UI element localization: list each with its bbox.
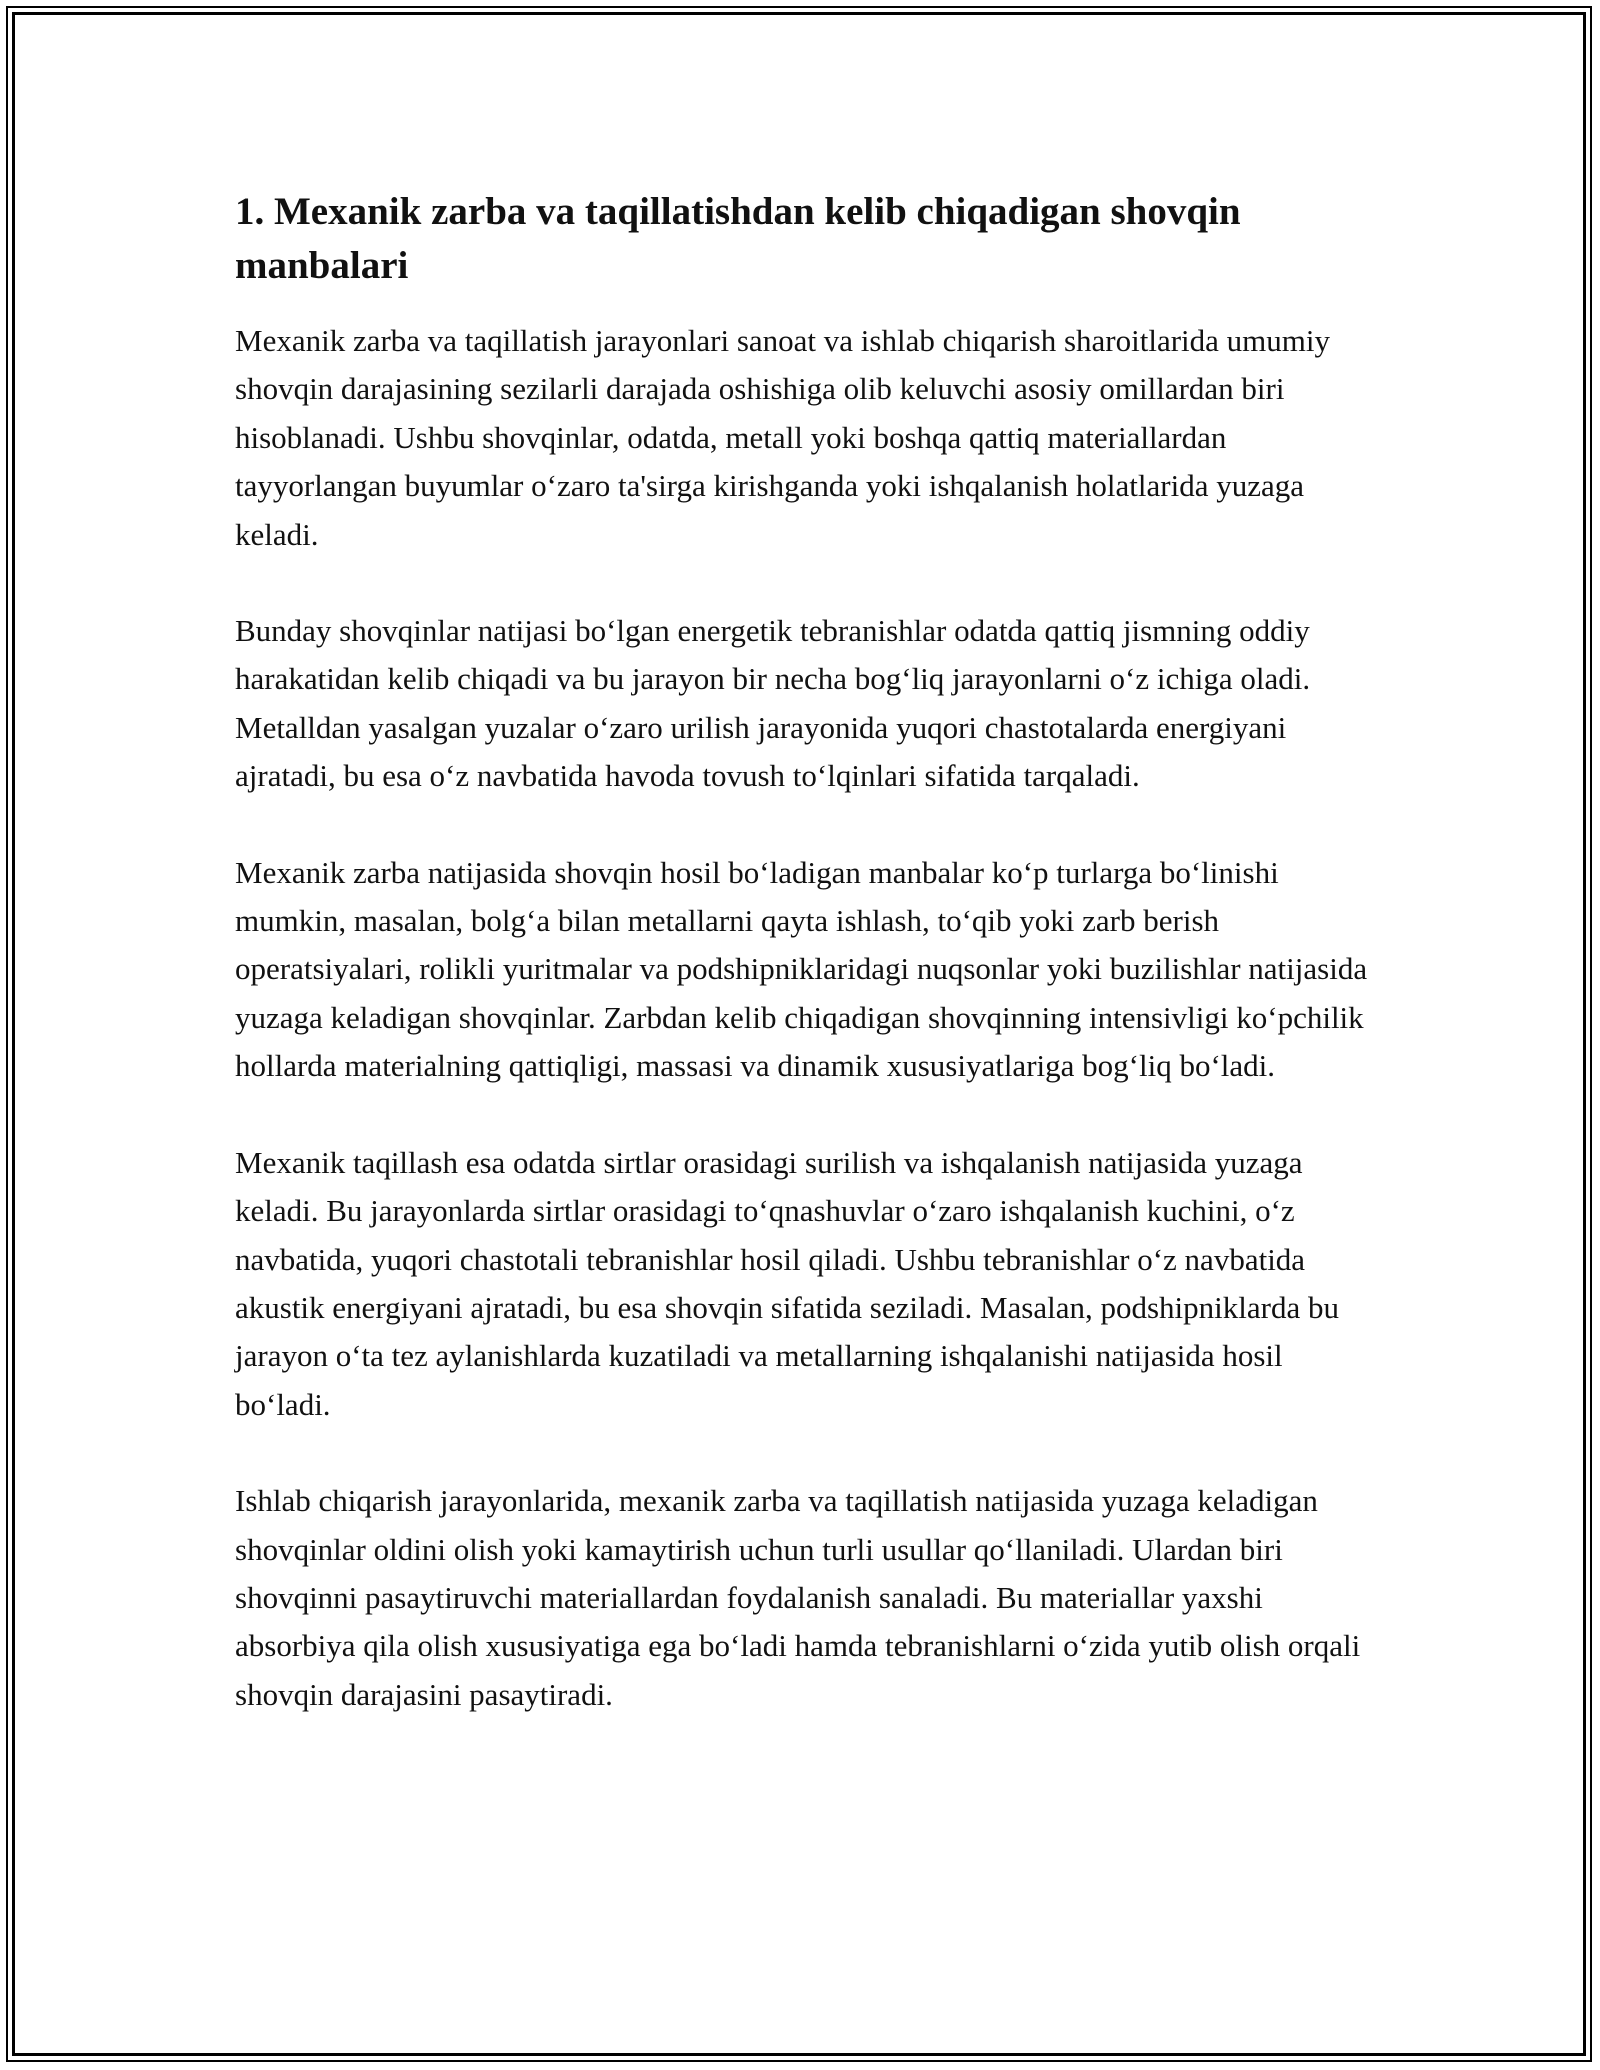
section-heading: 1. Mexanik zarba va taqillatishdan kelib chiqadigan shovqin manbalari (235, 190, 1241, 287)
paragraph-1: Mexanik zarba va taqillatish jarayonlari sanoat va ishlab chiqarish sharoitlarida umumiy shovqin darajasining sezilarli darajada oshishiga olib keluvchi asosiy omillardan biri hisoblanadi. Ushbu shovqinlar, odatda, metall yoki boshqa qattiq materiallardan tayyorlangan buyumlar o‘zaro ta'sirga kirishganda yoki ishqalanish holatlarida yuzaga keladi. (235, 323, 1330, 552)
document-body (235, 185, 1375, 1719)
paragraph-4: Mexanik taqillash esa odatda sirtlar orasidagi surilish va ishqalanish natijasida yuzaga keladi. Bu jarayonlarda sirtlar orasidagi to‘qnashuvlar o‘zaro ishqalanish kuchini, o‘z navbatida, yuqori chastotali tebranishlar hosil qiladi. Ushbu tebranishlar o‘z navbatida akustik energiyani ajratadi, bu esa shovqin sifatida seziladi. Masalan, podshipniklarda bu jarayon o‘ta tez aylanishlarda kuzatiladi va metallarning ishqalanishi natijasida hosil bo‘ladi. (235, 1144, 1339, 1422)
paragraph-3: Mexanik zarba natijasida shovqin hosil bo‘ladigan manbalar ko‘p turlarga bo‘linishi mumkin, masalan, bolg‘a bilan metallarni qayta ishlash, to‘qib yoki zarb berish operatsiyalari, rolikli yuritmalar va podshipniklaridagi nuqsonlar yoki buzilishlar natijasida yuzaga keladigan shovqinlar. Zarbdan kelib chiqadigan shovqinning intensivligi ko‘pchilik hollarda materialning qattiqligi, massasi va dinamik xususiyatlariga bog‘liq bo‘ladi. (235, 854, 1368, 1084)
paragraph-2: Bunday shovqinlar natijasi bo‘lgan energetik tebranishlar odatda qattiq jismning oddiy harakatidan kelib chiqadi va bu jarayon bir necha bog‘liq jarayonlarni o‘z ichiga oladi. Metalldan yasalgan yuzalar o‘zaro urilish jarayonida yuqori chastotalarda energiyani ajratadi, bu esa o‘z navbatida havoda tovush to‘lqinlari sifatida tarqaladi. (235, 613, 1311, 794)
paragraph-5: Ishlab chiqarish jarayonlarida, mexanik zarba va taqillatish natijasida yuzaga keladigan shovqinlar oldini olish yoki kamaytirish uchun turli usullar qo‘llaniladi. Ulardan biri shovqinni pasaytiruvchi materiallardan foydalanish sanaladi. Bu materiallar yaxshi absorbiya qila olish xususiyatiga ega bo‘ladi hamda tebranishlarni o‘zida yutib olish orqali shovqin darajasini pasaytiradi. (235, 1483, 1361, 1712)
